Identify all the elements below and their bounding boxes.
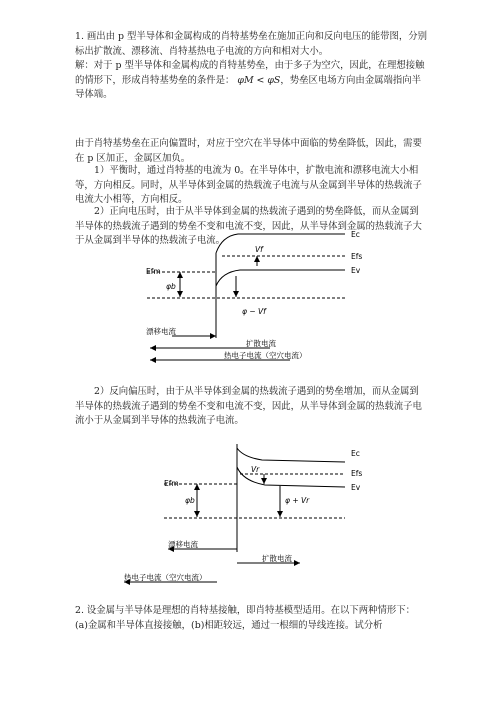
q1-solution-a: 解：对于 p 型半导体和金属构成的肖特基势垒，由于多子为空穴，因此，在理想接触的情形下，形成肖特基势垒的条件是： — [75, 60, 425, 86]
vf-label: Vf — [255, 245, 263, 254]
phi-plus-label: φ + Vr — [285, 496, 310, 505]
ev-label: Ev — [351, 483, 361, 492]
q1-para2: 由于肖特基势垒在正向偏置时，对应于空穴在半导体中面临的势垒降低，因此，需要在 p 区加正，金属区加负。 — [75, 138, 422, 164]
q2-text: 2. 设金属与半导体是理想的肖特基接触，即肖特基模型适用。在以下两种情形下：(a)金属和半导体直接接触，(b)相距较远，通过一根细的导线连接。试分析 — [75, 605, 416, 631]
phib-label: φb — [185, 496, 195, 505]
q1-para-equilibrium: 1）平衡时，通过肖特基的电流为 0。在半导体中，扩散电流和漂移电流大小相等，方向相反。同时，从半导体到金属的热载流子电流与从金属到半导体的热载流子电流大小相等，方向相反。 — [75, 165, 422, 205]
ec-label: Ec — [351, 230, 360, 239]
q1-condition: φM < φS — [237, 74, 281, 86]
drift-label: 漂移电流 — [168, 540, 198, 549]
efm-label: Efm — [146, 267, 161, 276]
drift-label: 漂移电流 — [146, 327, 176, 336]
q1-title: 1. 画出由 p 型半导体和金属构成的肖特基势垒在施加正向和反向电压的能带图，分别标出扩散流、漂移流、肖特基热电子电流的方向和相对大小。 — [75, 31, 428, 57]
thermal-label: 热电子电流（空穴电流） — [124, 573, 207, 582]
q1-para-forward: 2）正向电压时，由于从半导体到金属的热载流子遇到的势垒降低，而从金属到半导体的热载流子遇到的势垒不变和电流不变，因此，从半导体到金属的热载流子大于从金属到半导体的热载流子电流。 — [75, 206, 422, 246]
efs-label: Efs — [351, 252, 363, 261]
thermal-label: 热电子电流（空穴电流） — [224, 351, 307, 360]
diffusion-label: 扩散电流 — [246, 339, 276, 348]
q1-solution-b: ，势垒区电场方向由金属端指向半导体端。 — [75, 74, 421, 100]
diffusion-label: 扩散电流 — [262, 554, 292, 563]
ec-band — [237, 448, 345, 462]
efm-label: Efm — [164, 479, 179, 488]
ev-label: Ev — [351, 266, 361, 275]
ec-label: Ec — [351, 449, 360, 458]
q1-para-reverse: 2）反向偏压时，由于从半导体到金属的热载流子遇到的势垒增加，而从金属到半导体的热载流子遇到的势垒不变和电流不变，因此，从半导体到金属的热载流子电流小于从金属到半导体的热载流子电流。 — [75, 386, 422, 426]
efs-label: Efs — [351, 469, 363, 478]
phib-label: φb — [166, 282, 176, 291]
phi-minus-label: φ − Vf — [242, 307, 266, 316]
vr-label: Vr — [251, 465, 260, 474]
